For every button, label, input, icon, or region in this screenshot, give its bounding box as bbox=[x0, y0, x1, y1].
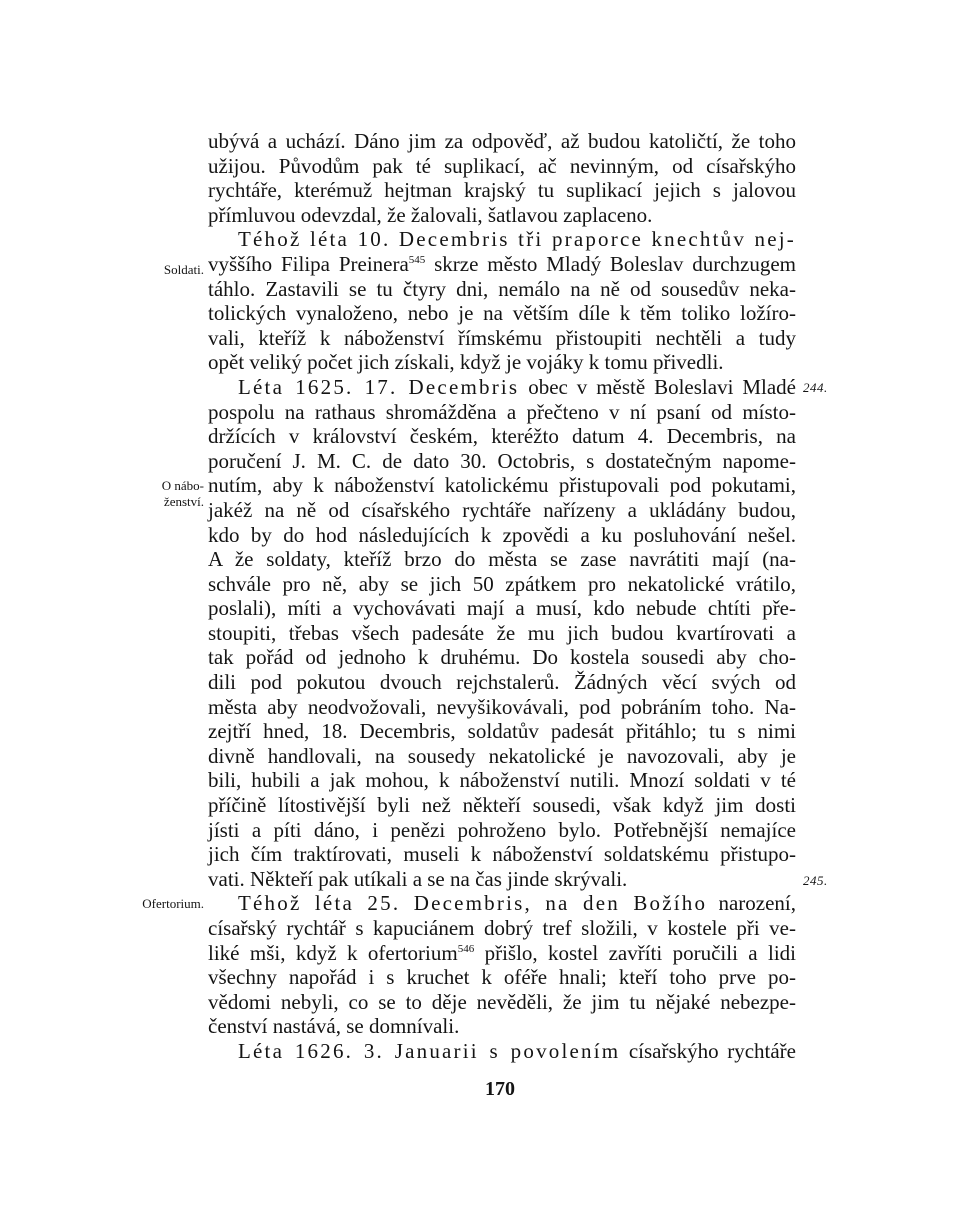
spaced-date-text: Téhož léta 25. Decembris, na den Božího bbox=[238, 891, 708, 916]
footnote-ref-545: 545 bbox=[408, 253, 426, 266]
text-line: dili pod pokutou dvouch rejchstalerů. Žádných věcí svých od bbox=[208, 670, 796, 695]
margin-note-ofertorium: Ofertorium. bbox=[142, 896, 204, 911]
margin-number-244: 244. bbox=[803, 380, 828, 395]
text-line: příčině lítostivější byli než někteří sousedi, však když jim dosti bbox=[208, 793, 796, 818]
paragraph-start-line bbox=[208, 1039, 796, 1064]
main-text-block bbox=[208, 129, 796, 1064]
spaced-date-text: Téhož léta 10. Decembris bbox=[238, 227, 510, 252]
text-line: čenství nastává, se domnívali. bbox=[208, 1014, 460, 1039]
text-line: císařský rychtář s kapuciánem dobrý tref složili, v kostele při ve- bbox=[208, 916, 796, 940]
paragraph-start-line bbox=[208, 891, 796, 916]
text-line: zejtří hned, 18. Decembris, soldatův padesát přitáhlo; tu s nimi bbox=[208, 719, 796, 744]
text-line: jísti a píti dáno, i penězi pohroženo bylo. Potřebnější nemajíce bbox=[208, 817, 796, 842]
paragraph-start-line bbox=[208, 375, 796, 400]
margin-note-o-nabozenstvi-cont: ženství. bbox=[163, 494, 204, 509]
text-line: poslali), míti a vychovávati mají a musí, kdo nebude chtíti pře- bbox=[208, 596, 796, 621]
margin-note-o-nabozenstvi: O nábo- bbox=[161, 478, 204, 493]
text-line: ubývá a uchází. Dáno jim za odpověď, až budou katoličtí, že toho bbox=[208, 129, 796, 153]
text-line: pospolu na rathaus shromážděna a přečteno v ní psaní od místo- bbox=[208, 399, 796, 424]
text-line: jakéž na ně od císařského rychtáře nařízeny a ukládány budou, bbox=[208, 497, 796, 522]
text-fragment: císařskýho rychtáře bbox=[620, 1038, 796, 1063]
text-fragment: vyššího Filipa Preinera bbox=[208, 251, 409, 276]
text-line: schvále pro ně, aby se jich 50 zpátkem pro nekatolické vrátilo, bbox=[208, 571, 796, 596]
text-fragment: skrze město Mladý Boleslav durchzugem bbox=[425, 251, 796, 276]
text-line: kdo by do hod následujících k zpovědi a ku posluhování nešel. bbox=[208, 522, 796, 547]
text-line bbox=[208, 941, 796, 966]
margin-note-soldati: Soldati. bbox=[163, 262, 204, 277]
text-line: vědomi nebyli, co se to děje nevěděli, že jim tu nějaké nebezpe- bbox=[208, 989, 796, 1014]
text-line: jich čím traktírovati, museli k náboženství soldatskému přistupo- bbox=[208, 842, 796, 867]
text-line bbox=[208, 252, 796, 277]
text-fragment: přišlo, kostel zavříti poručili a lidi bbox=[474, 940, 796, 965]
text-line: nutím, aby k náboženství katolickému přistupovali pod pokutami, bbox=[208, 473, 796, 498]
text-fragment: liké mši, když k ofertorium bbox=[208, 940, 458, 965]
text-line: bili, hubili a jak mohou, k náboženství nutili. Mnozí soldati v té bbox=[208, 768, 796, 793]
text-fragment: obec v městě Boleslavi Mladé bbox=[519, 374, 796, 399]
text-line: všechny napořád i s kruchet k oféře hnali; kteří toho prve po- bbox=[208, 965, 796, 990]
text-line: tolických vynaloženo, nebo je na větším díle k těm toliko ložíro- bbox=[208, 301, 796, 326]
text-line: vali, kteříž k náboženství římskému přistoupiti nechtěli a tudy bbox=[208, 325, 796, 350]
spaced-date-text: Léta 1625. 17. Decembris bbox=[238, 374, 520, 399]
spaced-date-text: Léta 1626. 3. Januarii s povolením bbox=[238, 1038, 621, 1063]
text-line: vati. Někteří pak utíkali a se na čas jinde skrývali. bbox=[208, 866, 628, 891]
text-line: A že soldaty, kteříž brzo do města se zase navrátiti mají (na- bbox=[208, 547, 796, 572]
text-line: opět veliký počet jich získali, když je vojáky k tomu přivedli. bbox=[208, 350, 724, 375]
text-fragment: narození, bbox=[707, 891, 796, 916]
text-line: města aby neodvožovali, nevyšikovávali, pod pobráním toho. Na- bbox=[208, 694, 796, 719]
paragraph-start-line bbox=[208, 227, 796, 252]
text-line: poručení J. M. C. de dato 30. Octobris, s dostatečným napome- bbox=[208, 448, 796, 473]
text-line: držících v království českém, kteréžto datum 4. Decembris, na bbox=[208, 424, 796, 449]
footnote-ref-546: 546 bbox=[457, 942, 475, 955]
text-line: stoupiti, třebas všech padesáte že mu jich budou kvartírovati a bbox=[208, 620, 796, 645]
text-line: divně handlovali, na sousedy nekatolické je navozovali, aby je bbox=[208, 743, 796, 768]
text-line: užijou. Původům pak té suplikací, ač nevinným, od císařskýho bbox=[208, 153, 796, 178]
text-line: táhlo. Zastavili se tu čtyry dni, nemálo na ně od sousedův neka- bbox=[208, 276, 796, 301]
text-line: tak pořád od jednoho k druhému. Do kostela sousedi aby cho- bbox=[208, 645, 796, 670]
margin-number-245: 245. bbox=[803, 873, 828, 888]
text-line: přímluvou odevzdal, že žalovali, šatlavou zaplaceno. bbox=[208, 202, 653, 227]
spaced-text: tři praporce knechtův nej- bbox=[509, 227, 797, 252]
page-number: 170 bbox=[485, 1078, 515, 1100]
text-line: rychtáře, kterémuž hejtman krajský tu suplikací jejich s jalovou bbox=[208, 178, 796, 203]
